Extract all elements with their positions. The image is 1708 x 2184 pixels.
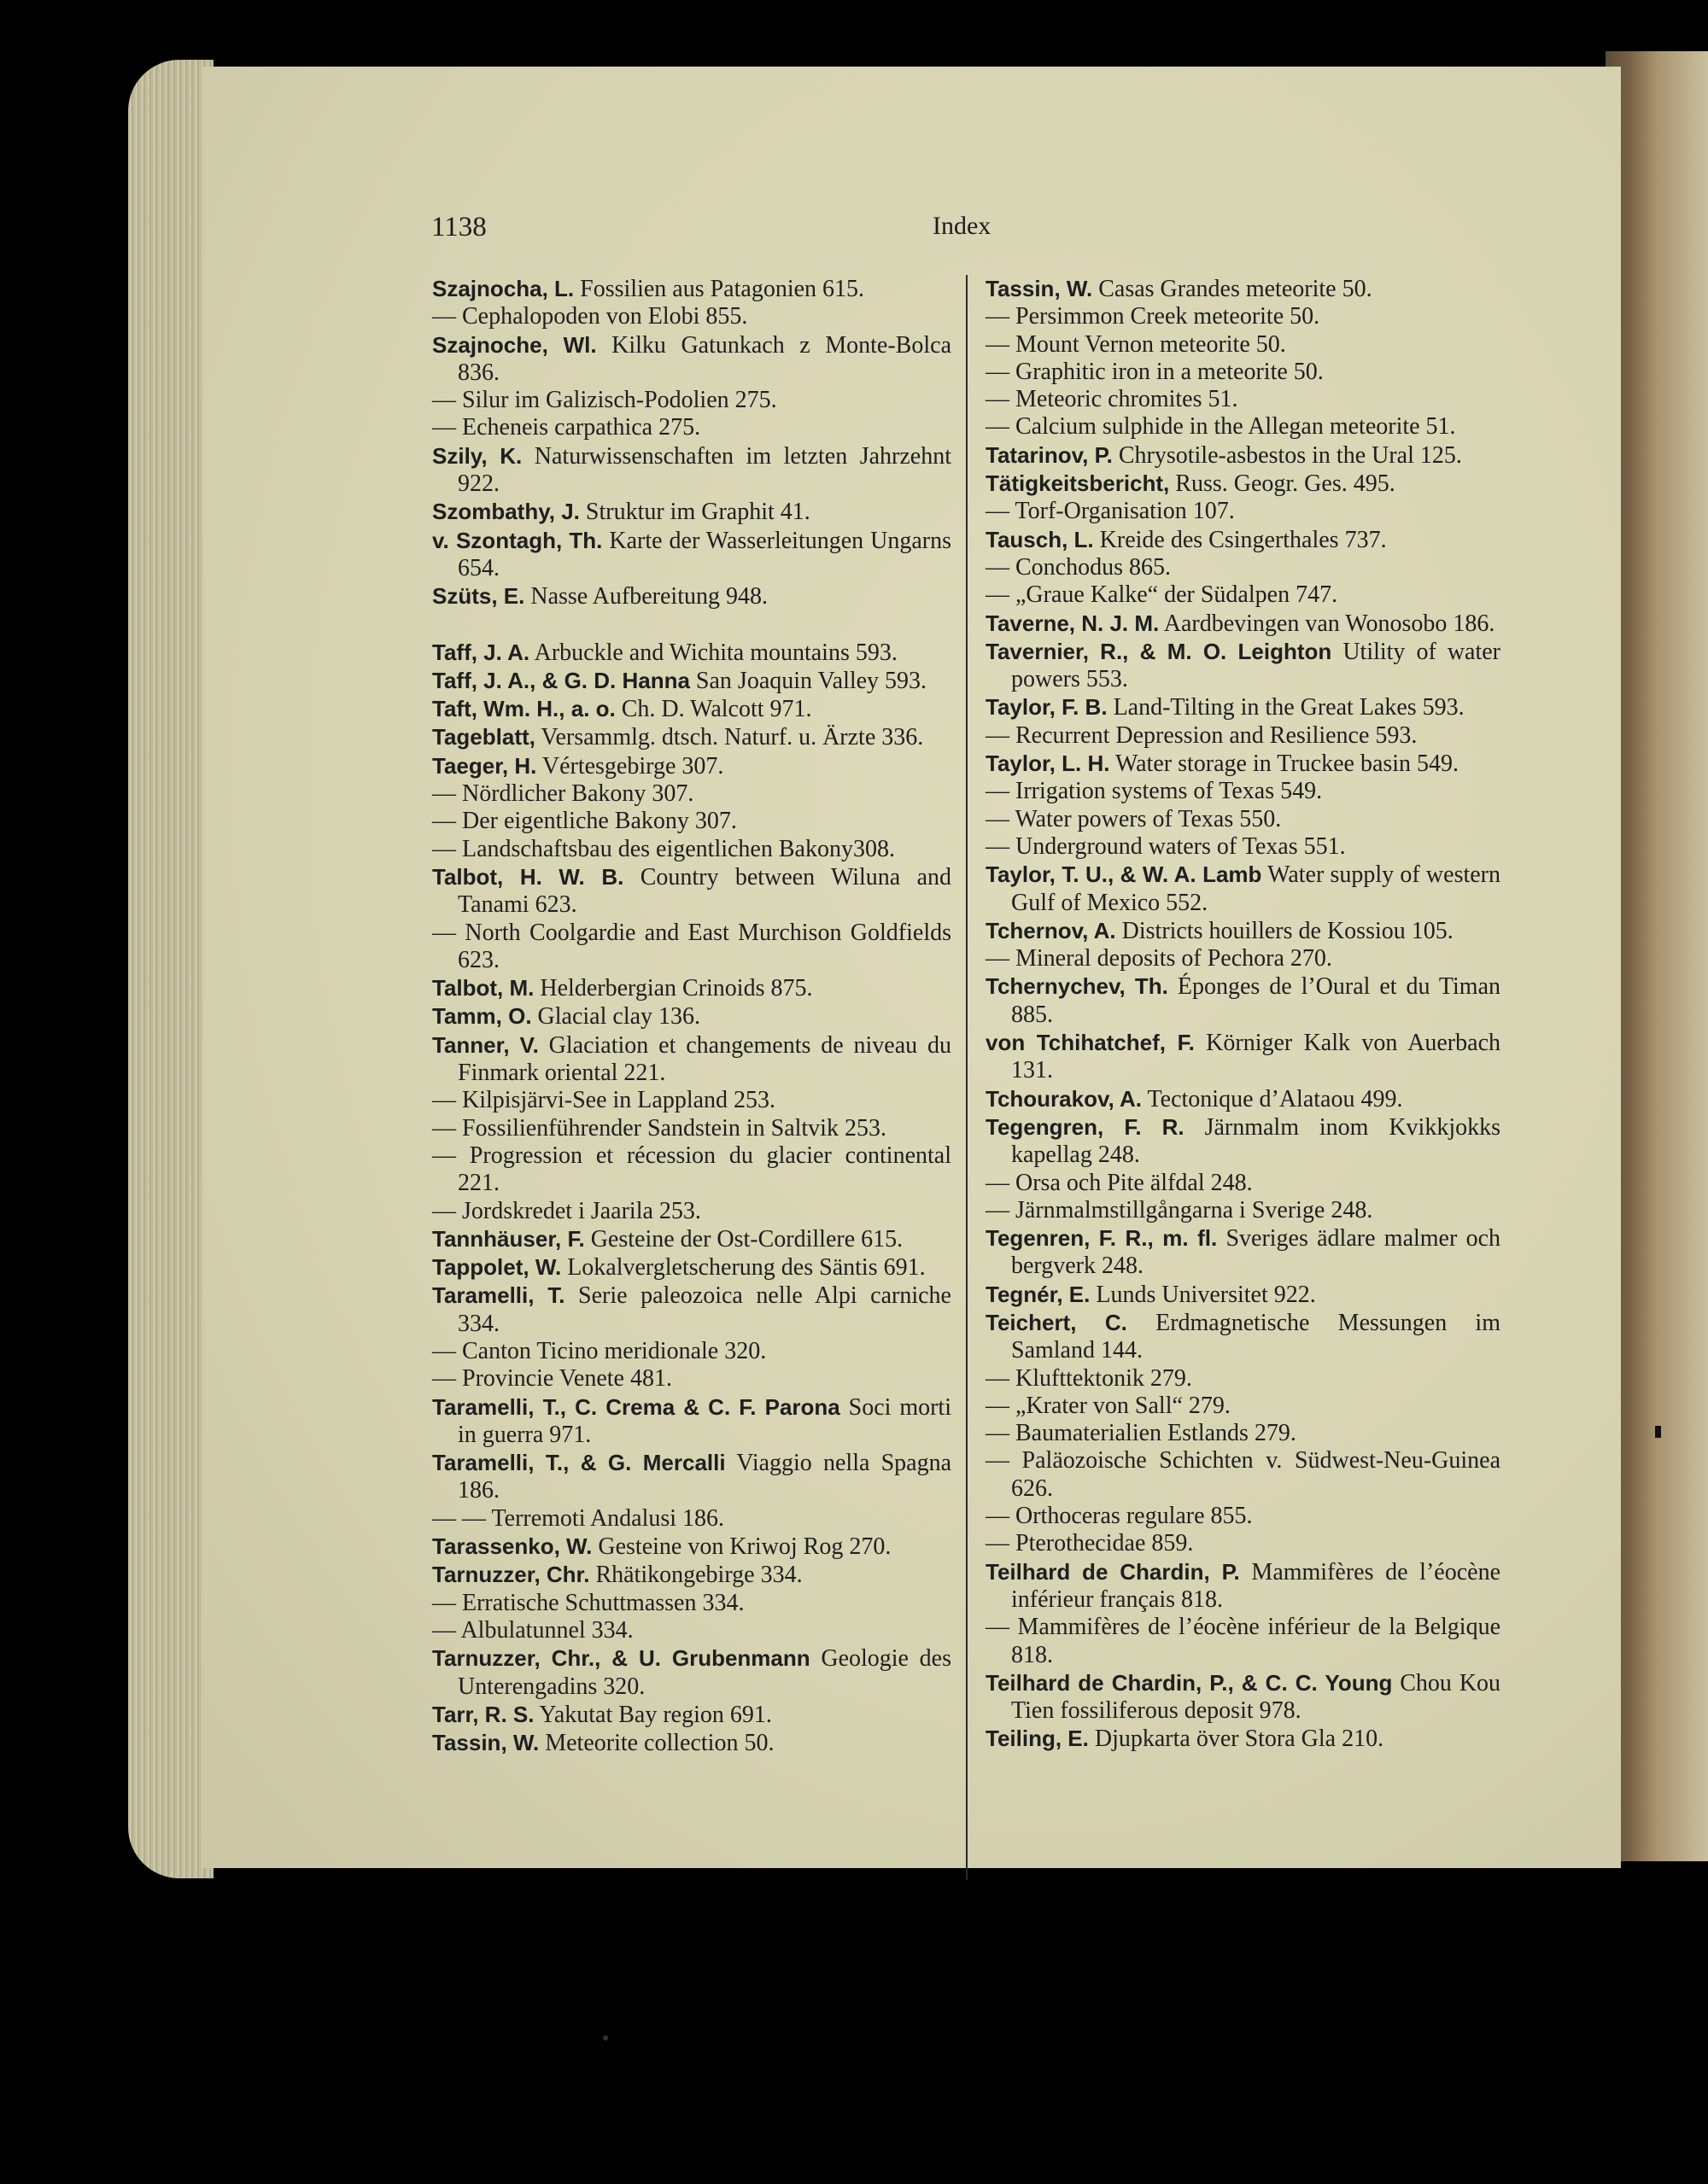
index-entry [432,1505,951,1533]
index-entry [986,1393,1500,1420]
entry-author: v. Szontagh, Th. [432,527,603,553]
entry-author: Tatarinov, P. [986,441,1113,468]
entry-author: Tavernier, R., & M. O. Leighton [986,638,1332,664]
entry-title: — Silur im Galizisch-Podolien 275. [432,387,777,414]
index-entry [432,527,951,583]
index-column-right [986,275,1500,1754]
entry-title: Glaciation et changements de niveau du Finmark oriental 221. [458,1031,952,1087]
entry-title: — Kilpisjärvi-See in Lappland 253. [432,1087,776,1114]
entry-title: Gesteine der Ost-Cordillere 615. [590,1225,904,1253]
index-entry [432,863,951,920]
index-entry [432,1115,951,1142]
entry-author: Tappolet, W. [432,1254,562,1281]
running-head: Index [933,212,991,240]
index-entry [986,1725,1500,1753]
entry-title: Country between Wiluna and Tanami 623. [458,863,952,919]
index-entry [432,780,951,808]
entry-author: Tarnuzzer, Chr. [432,1562,590,1588]
index-entry [432,1644,951,1701]
entry-author: Teichert, C. [986,1309,1127,1335]
entry-author: Taylor, T. U., & W. A. Lamb [986,861,1262,888]
index-entry [986,359,1500,386]
index-entry [432,808,951,835]
page-number: 1138 [431,212,487,242]
entry-title: Vértesgebirge 307. [541,752,724,780]
entry-author: Szajnoche, Wl. [432,331,597,358]
entry-title: Nasse Aufbereitung 948. [530,583,768,610]
index-entry [432,331,951,388]
entry-title: Rhätikongebirge 334. [595,1562,803,1589]
index-entry [432,639,951,667]
index-entry [986,693,1500,721]
entry-author: Tassin, W. [432,1730,540,1756]
entry-author: Teilhard de Chardin, P., & C. C. Young [986,1669,1393,1696]
index-entry [986,1365,1500,1393]
index-entry [432,1338,951,1365]
index-entry [986,554,1500,581]
index-entry [986,1530,1500,1557]
entry-author: Teilhard de Chardin, P. [986,1558,1240,1585]
entry-title: Lunds Universitet 922. [1096,1281,1316,1308]
book-binding [1606,51,1708,1861]
index-entry [432,582,951,610]
index-entry [432,836,951,863]
entry-author: Tamm, O. [432,1003,532,1030]
entry-title: — Graphitic iron in a meteorite 50. [986,358,1324,385]
entry-author: Tegnér, E. [986,1281,1091,1307]
entry-author: Taramelli, T., C. Crema & C. F. Parona [432,1393,840,1420]
index-entry [986,638,1500,694]
entry-author: Teiling, E. [986,1726,1089,1752]
entry-title: — Paläozoische Schichten v. Südwest-Neu-Guinea 626. [986,1447,1500,1502]
entry-title: — Calcium sulphide in the Allegan meteorite 51. [986,413,1456,441]
index-entry [432,1561,951,1589]
index-entry [986,1669,1500,1726]
entry-title: — Orsa och Pite älfdal 248. [986,1169,1253,1196]
entry-author: Szüts, E. [432,583,525,610]
entry-author: Tegenren, F. R., m. fl. [986,1225,1218,1252]
index-entry [986,778,1500,805]
entry-title: Chrysotile-asbestos in the Ural 125. [1118,441,1462,469]
entry-title: — Underground waters of Texas 551. [986,832,1346,860]
index-entry [432,498,951,526]
index-entry [986,303,1500,330]
index-entry [432,1087,951,1114]
entry-title: Kilku Gatunkach z Monte-Bolca 836. [458,331,951,386]
entry-title: Yakutat Bay region 691. [539,1701,772,1728]
entry-title: Arbuckle and Wichita mountains 593. [534,639,898,666]
entry-title: Water storage in Truckee basin 549. [1114,750,1459,778]
entry-title: — Torf-Organisation 107. [986,498,1235,525]
entry-title: — Landschaftsbau des eigentlichen Bakony308. [432,835,895,862]
entry-author: Tarnuzzer, Chr., & U. Grubenmann [432,1645,810,1672]
entry-title: Karte der Wasserleitungen Ungarns 654. [458,527,952,581]
index-entry [986,275,1500,303]
index-entry [986,610,1500,638]
entry-author: Talbot, H. W. B. [432,863,624,890]
entry-title: — Nördlicher Bakony 307. [432,780,694,808]
entry-title: — Cephalopoden von Elobi 855. [432,303,748,330]
book-page-edges [128,60,214,1878]
entry-author: Szombathy, J. [432,499,580,525]
entry-title: San Joaquin Valley 593. [695,667,927,694]
index-entry [432,275,951,303]
entry-title: — Recurrent Depression and Resilience 593. [986,721,1418,749]
entry-title: Djupkarta över Stora Gla 210. [1094,1726,1384,1753]
entry-title: — Mammifères de l’éocène inférieur de la Belgique 818. [986,1614,1500,1668]
entry-author: Tchourakov, A. [986,1085,1142,1112]
entry-title: — Water powers of Texas 550. [986,805,1282,832]
entry-title: Ch. D. Walcott 971. [621,696,812,723]
index-entry [986,750,1500,778]
index-entry [432,920,951,975]
entry-title: Versammlg. dtsch. Naturf. u. Ärzte 336. [541,724,924,751]
entry-author: Taramelli, T., & G. Mercalli [432,1450,726,1476]
entry-title: Glacial clay 136. [537,1003,701,1031]
index-entry [986,413,1500,441]
index-entry [432,1617,951,1644]
index-entry [432,1365,951,1393]
entry-author: Tarr, R. S. [432,1701,535,1727]
entry-title: — North Coolgardie and East Murchison Goldfields 623. [432,919,951,973]
entry-title: — Canton Ticino meridionale 320. [432,1337,767,1364]
index-entry [432,723,951,751]
entry-title: — Klufttektonik 279. [986,1364,1192,1392]
entry-author: Taramelli, T. [432,1282,565,1309]
index-entry [432,442,951,499]
entry-title: Geologie des Unterengadins 320. [458,1645,951,1700]
index-entry [986,1170,1500,1197]
entry-title: Water supply of western Gulf of Mexico 552. [1011,861,1500,916]
entry-title: Naturwissenschaften im letzten Jahrzehnt 922. [458,442,951,498]
index-entry [986,806,1500,833]
entry-title: Struktur im Graphit 41. [585,499,810,526]
entry-title: Gesteine von Kriwoj Rog 270. [598,1533,892,1561]
entry-title: — Irrigation systems of Texas 549. [986,778,1323,805]
index-entry [986,833,1500,861]
index-entry [986,331,1500,359]
entry-title: Aardbevingen van Wonosobo 186. [1163,610,1495,637]
entry-title: — Der eigentliche Bakony 307. [432,808,737,835]
entry-title: Districts houillers de Kossiou 105. [1121,917,1454,944]
entry-title: Russ. Geogr. Ges. 495. [1175,470,1395,498]
entry-author: Tageblatt, [432,724,535,750]
entry-title: — Conchodus 865. [986,553,1171,581]
index-entry [986,498,1500,525]
index-entry [432,1729,951,1757]
index-entry [986,972,1500,1029]
entry-author: Taft, Wm. H., a. o. [432,696,616,722]
index-entry [986,1224,1500,1281]
index-column-left [432,275,951,1757]
entry-author: Taeger, H. [432,752,537,779]
entry-title: Lokalvergletscherung des Säntis 691. [567,1254,926,1282]
entry-author: von Tchihatchef, F. [986,1030,1195,1056]
entry-author: Szajnocha, L. [432,276,575,301]
entry-title: — Meteoric chromites 51. [986,386,1238,413]
index-entry [986,386,1500,413]
entry-author: Tchernychev, Th. [986,973,1168,1000]
index-entry [432,1031,951,1088]
entry-author: Tchernov, A. [986,917,1116,943]
index-entry [432,1590,951,1617]
entry-title: Järnmalm inom Kvikkjokks kapellag 248. [1011,1113,1501,1169]
entry-title: — Erratische Schuttmassen 334. [432,1589,745,1616]
index-entry [986,1420,1500,1447]
entry-title: Casas Grandes meteorite 50. [1098,276,1372,302]
index-entry [432,414,951,441]
index-entry [986,1113,1500,1170]
index-entry [986,1447,1500,1503]
index-entry [986,1503,1500,1530]
index-entry [432,1449,951,1505]
index-entry [432,695,951,723]
entry-title: — Mineral deposits of Pechora 270. [986,945,1332,972]
entry-title: — Järnmalmstillgångarna i Sverige 248. [986,1196,1373,1223]
entry-title: Sveriges ädlare malmer och bergverk 248. [1011,1225,1500,1280]
entry-title: Soci morti in guerra 971. [458,1393,951,1448]
index-entry [432,1002,951,1031]
entry-title: — Persimmon Creek meteorite 50. [986,303,1320,330]
entry-title: Éponges de l’Oural et du Timan 885. [1011,973,1501,1028]
margin-mark [1655,1426,1661,1438]
index-entry [986,861,1500,917]
entry-title: Erdmagnetische Messungen im Samland 144. [1011,1309,1500,1364]
index-entry [986,1309,1500,1365]
index-entry [432,1282,951,1338]
entry-title: — Orthoceras regulare 855. [986,1503,1253,1530]
entry-title: Kreide des Csingerthales 737. [1099,526,1387,553]
entry-author: Talbot, M. [432,975,535,1001]
entry-author: Taverne, N. J. M. [986,610,1160,636]
entry-title: Serie paleozoica nelle Alpi carniche 334. [458,1282,951,1337]
index-entry [432,1142,951,1198]
index-entry [432,1198,951,1225]
entry-author: Taff, J. A., & G. D. Hanna [432,667,690,693]
index-entry [986,1558,1500,1615]
entry-title: — — Terremoti Andalusi 186. [432,1504,725,1532]
entry-title: Körniger Kalk von Auerbach 131. [1011,1030,1500,1084]
entry-author: Tätigkeitsbericht, [986,470,1170,497]
entry-author: Tausch, L. [986,526,1094,552]
index-entry [986,581,1500,609]
entry-title: Helderbergian Crinoids 875. [540,975,813,1002]
entry-author: Taff, J. A. [432,639,530,665]
entry-title: — Provincie Venete 481. [432,1365,672,1393]
page-speck [603,2035,608,2041]
entry-title: Viaggio nella Spagna 186. [458,1450,952,1504]
index-entry [986,1029,1500,1085]
entry-author: Tegengren, F. R. [986,1113,1184,1140]
entry-title: — Albulatunnel 334. [432,1616,634,1644]
index-entry [432,1393,951,1450]
index-entry [432,667,951,695]
entry-title: — Pterothecidae 859. [986,1530,1194,1557]
entry-title: Mammifères de l’éocène inférieur français 818. [1011,1558,1500,1613]
entry-title: — Mount Vernon meteorite 50. [986,330,1286,358]
index-entry [432,1225,951,1253]
index-entry [432,1253,951,1282]
entry-title: Tectonique d’Alataou 499. [1147,1085,1403,1112]
entry-author: Tanner, V. [432,1031,539,1058]
entry-title: Utility of water powers 553. [1011,638,1500,693]
index-entry [432,1533,951,1561]
index-entry [432,752,951,780]
column-divider [966,275,968,1880]
index-entry [986,1197,1500,1224]
entry-author: Szily, K. [432,442,523,469]
index-entry [432,387,951,414]
entry-author: Taylor, L. H. [986,750,1110,777]
entry-title: — Baumaterialien Estlands 279. [986,1420,1296,1447]
index-entry [432,974,951,1002]
entry-title: Land-Tilting in the Great Lakes 593. [1113,694,1465,721]
entry-author: Tannhäuser, F. [432,1225,585,1252]
entry-title: Fossilien aus Patagonien 615. [580,276,865,302]
index-entry [986,441,1500,470]
index-entry [986,526,1500,554]
entry-title: — Jordskredet i Jaarila 253. [432,1197,701,1224]
index-entry [986,470,1500,498]
entry-title: Meteorite collection 50. [545,1730,775,1757]
index-entry [986,1085,1500,1113]
entry-author: Tarassenko, W. [432,1533,593,1560]
entry-title: — Progression et récession du glacier continental 221. [432,1142,951,1197]
index-entry [986,1614,1500,1669]
entry-title: — „Krater von Sall“ 279. [986,1392,1231,1419]
index-entry [432,1701,951,1729]
index-entry [986,917,1500,945]
entry-author: Taylor, F. B. [986,694,1108,721]
index-entry [986,1281,1500,1309]
entry-title: — Fossilienführender Sandstein in Saltvik 253. [432,1114,886,1142]
index-entry [432,303,951,330]
entry-author: Tassin, W. [986,276,1093,301]
entry-title: — Echeneis carpathica 275. [432,414,701,441]
index-entry [986,722,1500,750]
entry-title: — „Graue Kalke“ der Südalpen 747. [986,581,1338,609]
index-entry [986,945,1500,972]
entry-title: Chou Kou Tien fossiliferous deposit 978. [1011,1669,1500,1725]
